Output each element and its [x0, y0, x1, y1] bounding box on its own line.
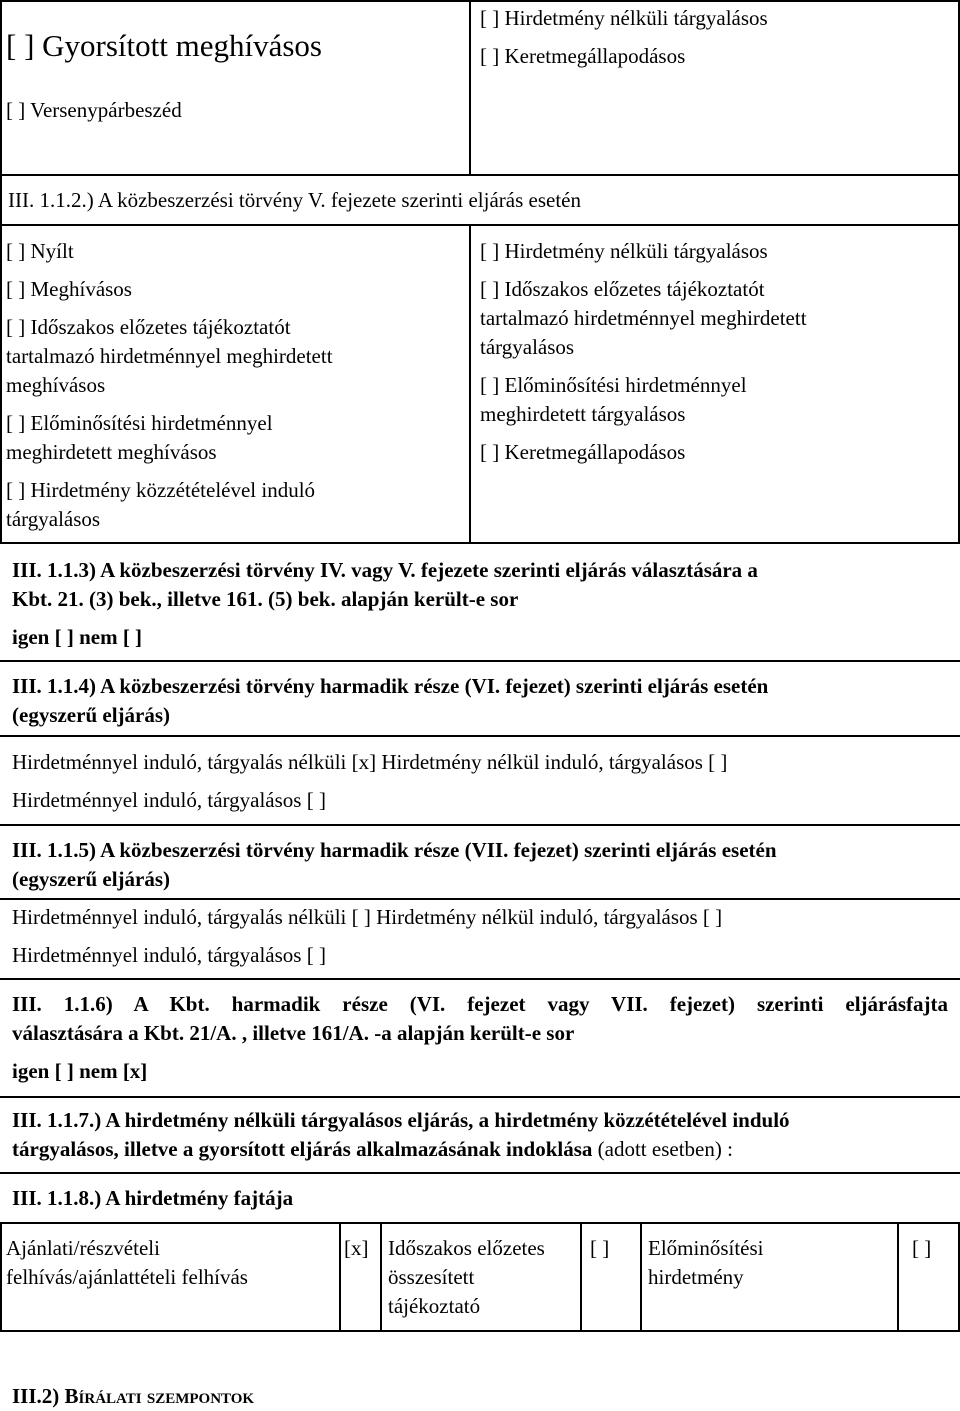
notice-type-mark-idoszakos: [ ]	[590, 1236, 610, 1260]
section-112-heading: III. 1.1.2.) A közbeszerzési törvény V. fejezete szerinti eljárás esetén	[8, 188, 581, 212]
top-right-list	[480, 4, 768, 71]
right-option-keretmegallapodasos: [ ] Keretmegállapodásos	[480, 440, 686, 464]
section-115-option-row: Hirdetménnyel induló, tárgyalásos [ ]	[12, 943, 326, 967]
section-113-heading: III. 1.1.3) A közbeszerzési törvény IV. vagy V. fejezete szerinti eljárás választására a	[12, 558, 758, 582]
section-116-heading: III. 1.1.6) A Kbt. harmadik része (VI. fejezet vagy VII. fejezet) szerinti eljárásfajta	[12, 992, 948, 1016]
section-118-heading: III. 1.1.8.) A hirdetmény fajtája	[12, 1186, 294, 1210]
section-113-heading: Kbt. 21. (3) bek., illetve 161. (5) bek. alapján került-e sor	[12, 587, 519, 611]
section-114-options	[12, 748, 727, 815]
section-115-option-row: Hirdetménnyel induló, tárgyalás nélküli [ ] Hirdetmény nélkül induló, tárgyalásos [ ]	[12, 905, 723, 929]
right-option-idoszakos-targyalasos: [ ] Időszakos előzetes tájékoztatót tartalmazó hirdetménnyel meghirdetett tárgyalásos	[480, 277, 807, 359]
section-118-col-divider	[897, 1222, 899, 1332]
section-114-divider	[0, 735, 960, 737]
left-option-meghivasos: [ ] Meghívásos	[6, 277, 132, 301]
section-117-divider	[0, 1172, 960, 1174]
section-116-divider	[0, 1096, 960, 1098]
left-option-elominositesi-meghivasos: [ ] Előminősítési hirdetménnyel meghirdetett meghívásos	[6, 411, 273, 464]
left-option-idoszakos-meghivasos: [ ] Időszakos előzetes tájékoztatót tartalmazó hirdetménnyel meghirdetett meghívásos	[6, 315, 333, 397]
right-option-elominositesi-targyalasos: [ ] Előminősítési hirdetménnyel meghirdetett tárgyalásos	[480, 373, 747, 426]
left-option-hirdetmeny-kozzetetelevel: [ ] Hirdetmény közzétételével induló tárgyalásos	[6, 478, 316, 531]
section-115-heading: III. 1.1.5) A közbeszerzési törvény harmadik része (VII. fejezet) szerinti eljárás esetén (egyszerű eljárás)	[12, 838, 777, 891]
notice-type-mark-ajanlati: [x]	[344, 1236, 369, 1260]
section-113-divider	[0, 660, 960, 662]
section-114-option-row: Hirdetménnyel induló, tárgyalás nélküli [x] Hirdetmény nélkül induló, tárgyalásos [ ]	[12, 750, 728, 774]
section-114-bottom-divider	[0, 824, 960, 826]
section-2-heading: III.2) Bírálati szempontok	[12, 1384, 255, 1408]
top-left-item: [ ] Versenypárbeszéd	[6, 98, 182, 122]
section-112-right-list	[480, 237, 950, 467]
notice-type-label-idoszakos: Időszakos előzetes összesített tájékoztató	[388, 1236, 545, 1318]
top-right-item: [ ] Keretmegállapodásos	[480, 44, 686, 68]
notice-type-label-elominositesi: Előminősítési hirdetmény	[648, 1236, 764, 1289]
section-118-col-divider	[339, 1222, 341, 1332]
section-118-col-divider	[380, 1222, 382, 1332]
section-118-col-divider	[580, 1222, 582, 1332]
top-table-divider	[469, 0, 471, 176]
right-option-hirdetmeny-nelkuli: [ ] Hirdetmény nélküli tárgyalásos	[480, 239, 768, 263]
left-option-nyilt: [ ] Nyílt	[6, 239, 74, 263]
top-left-title: [ ] Gyorsított meghívásos	[6, 28, 322, 63]
section-115-options	[12, 903, 722, 970]
section-116	[12, 990, 948, 1086]
section-117	[12, 1106, 948, 1164]
section-116-answer: igen [ ] nem [x]	[12, 1059, 148, 1083]
notice-type-label-ajanlati: Ajánlati/részvételi felhívás/ajánlattételi felhívás	[6, 1236, 248, 1289]
section-116-heading: választására a Kbt. 21/A. , illetve 161/A. -a alapján került-e sor	[12, 1021, 575, 1045]
section-112-left-list	[6, 237, 461, 534]
top-right-item: [ ] Hirdetmény nélküli tárgyalásos	[480, 6, 768, 30]
section-113-answer: igen [ ] nem [ ]	[12, 625, 143, 649]
notice-type-mark-elominositesi: [ ]	[912, 1236, 932, 1260]
section-115-bottom-divider	[0, 978, 960, 980]
section-115-divider	[0, 898, 960, 900]
section-117-heading-line2: tárgyalásos, illetve a gyorsított eljárás alkalmazásának indoklása (adott esetben) :	[12, 1137, 733, 1161]
section-117-heading: III. 1.1.7.) A hirdetmény nélküli tárgyalásos eljárás, a hirdetmény közzétételével induló	[12, 1108, 790, 1132]
section-118-col-divider	[640, 1222, 642, 1332]
section-114-option-row: Hirdetménnyel induló, tárgyalásos [ ]	[12, 788, 326, 812]
section-114-heading: III. 1.1.4) A közbeszerzési törvény harmadik része (VI. fejezet) szerinti eljárás esetén (egyszerű eljárás)	[12, 674, 769, 727]
top-table-cell-border	[430, 0, 470, 2]
section-112-table-divider	[469, 224, 471, 544]
section-113	[12, 556, 758, 652]
